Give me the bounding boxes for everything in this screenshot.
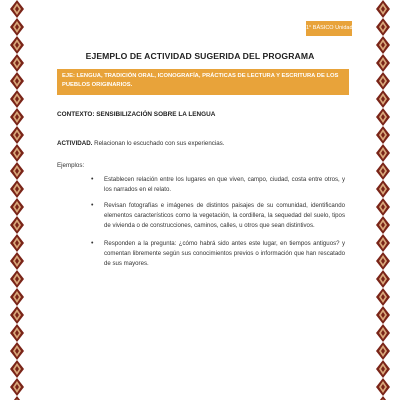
- bullet-icon: •: [91, 176, 94, 183]
- bullet-icon: •: [91, 202, 94, 209]
- actividad-line: [57, 140, 357, 147]
- example-text: Establecen relación entre los lugares en que viven, campo, ciudad, costa entre otros, y los narrados en el relato.: [104, 176, 345, 193]
- list-item: [91, 239, 345, 269]
- eje-banner: [57, 69, 349, 95]
- contexto-heading: CONTEXTO: SENSIBILIZACIÓN SOBRE LA LENGUA: [57, 111, 216, 118]
- grade-unit-badge: 1° BÁSICO Unidad 1: [306, 21, 352, 36]
- list-item: [91, 201, 345, 231]
- ejemplos-label: Ejemplos:: [57, 162, 85, 169]
- page-title: EJEMPLO DE ACTIVIDAD SUGERIDA DEL PROGRAMA: [85, 51, 315, 61]
- actividad-text: Relacionan lo escuchado con sus experiencias.: [92, 140, 225, 147]
- actividad-label: ACTIVIDAD.: [57, 140, 93, 147]
- eje-text: EJE: LENGUA, TRADICIÓN ORAL, ICONOGRAFÍA, PRÁCTICAS DE LECTURA Y ESCRITURA DE LOS PUEBLOS ORIGINARIOS.: [62, 73, 339, 88]
- example-text: Revisan fotografías e imágenes de distintos paisajes de su comunidad, identificando elementos característicos como la vegetación, la cordillera, la sequedad del suelo, tipos de vivienda o de construcciones, caminos, calles, u otros que sean distintivos.: [104, 202, 345, 229]
- example-text: Responden a la pregunta: ¿cómo habrá sido antes este lugar, en tiempos antiguos? y comentan libremente según sus conocimientos previos o información que han rescatado de sus mayores.: [104, 240, 345, 267]
- list-item: [91, 175, 345, 195]
- bullet-icon: •: [91, 240, 94, 247]
